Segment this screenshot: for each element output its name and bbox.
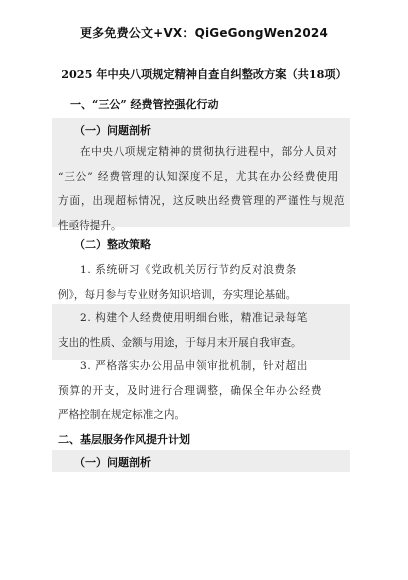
strategy-item-3 bbox=[58, 354, 350, 428]
section-1-heading: 一、“三公” 经费管控强化行动 bbox=[70, 98, 219, 111]
section-2-heading: 二、基层服务作风提升计划 bbox=[58, 433, 190, 446]
paragraph-line: 在中央八项规定精神的贯彻执行进程中，部分人员对 bbox=[80, 146, 338, 158]
document-title: 2025 年中央八项规定精神自查自纠整改方案（共18项） bbox=[61, 67, 347, 81]
paragraph-line: 1. 系统研习《党政机关厉行节约反对浪费条 bbox=[80, 264, 297, 276]
paragraph-line: 3. 严格落实办公用品申领审批机制，针对超出 bbox=[80, 360, 308, 372]
paragraph-line: 严格控制在规定标准之内。 bbox=[58, 409, 186, 421]
paragraph-line: 支出的性质、金额与用途，于每月末开展自我审查。 bbox=[58, 336, 302, 349]
section-1-problem-paragraph bbox=[58, 140, 350, 238]
paragraph-line: 例》，每月参与专业财务知识培训，夯实理论基础。 bbox=[58, 288, 297, 301]
section-2-problem-heading: （一）问题剖析 bbox=[74, 456, 151, 469]
promo-banner: 更多免费公文+VX：QiGeGongWen2024 bbox=[79, 26, 328, 40]
paragraph-line: 预算的开支，及时进行合理调整，确保全年办公经费 bbox=[58, 384, 323, 397]
strategy-item-1 bbox=[58, 258, 350, 307]
paragraph-line: 方面，出现超标情况，这反映出经费管理的严谨性与规范 bbox=[58, 195, 346, 207]
paragraph-line: “三公” 经费管理的认知深度不足，尤其在办公经费使用 bbox=[58, 170, 340, 183]
paragraph-line: 2. 构建个人经费使用明细台账，精准记录每笔 bbox=[80, 312, 308, 324]
section-1-problem-heading: （一）问题剖析 bbox=[74, 124, 151, 137]
section-1-strategy-heading: （二）整改策略 bbox=[74, 238, 151, 251]
strategy-item-2 bbox=[58, 306, 350, 355]
paragraph-line: 性亟待提升。 bbox=[58, 219, 122, 232]
